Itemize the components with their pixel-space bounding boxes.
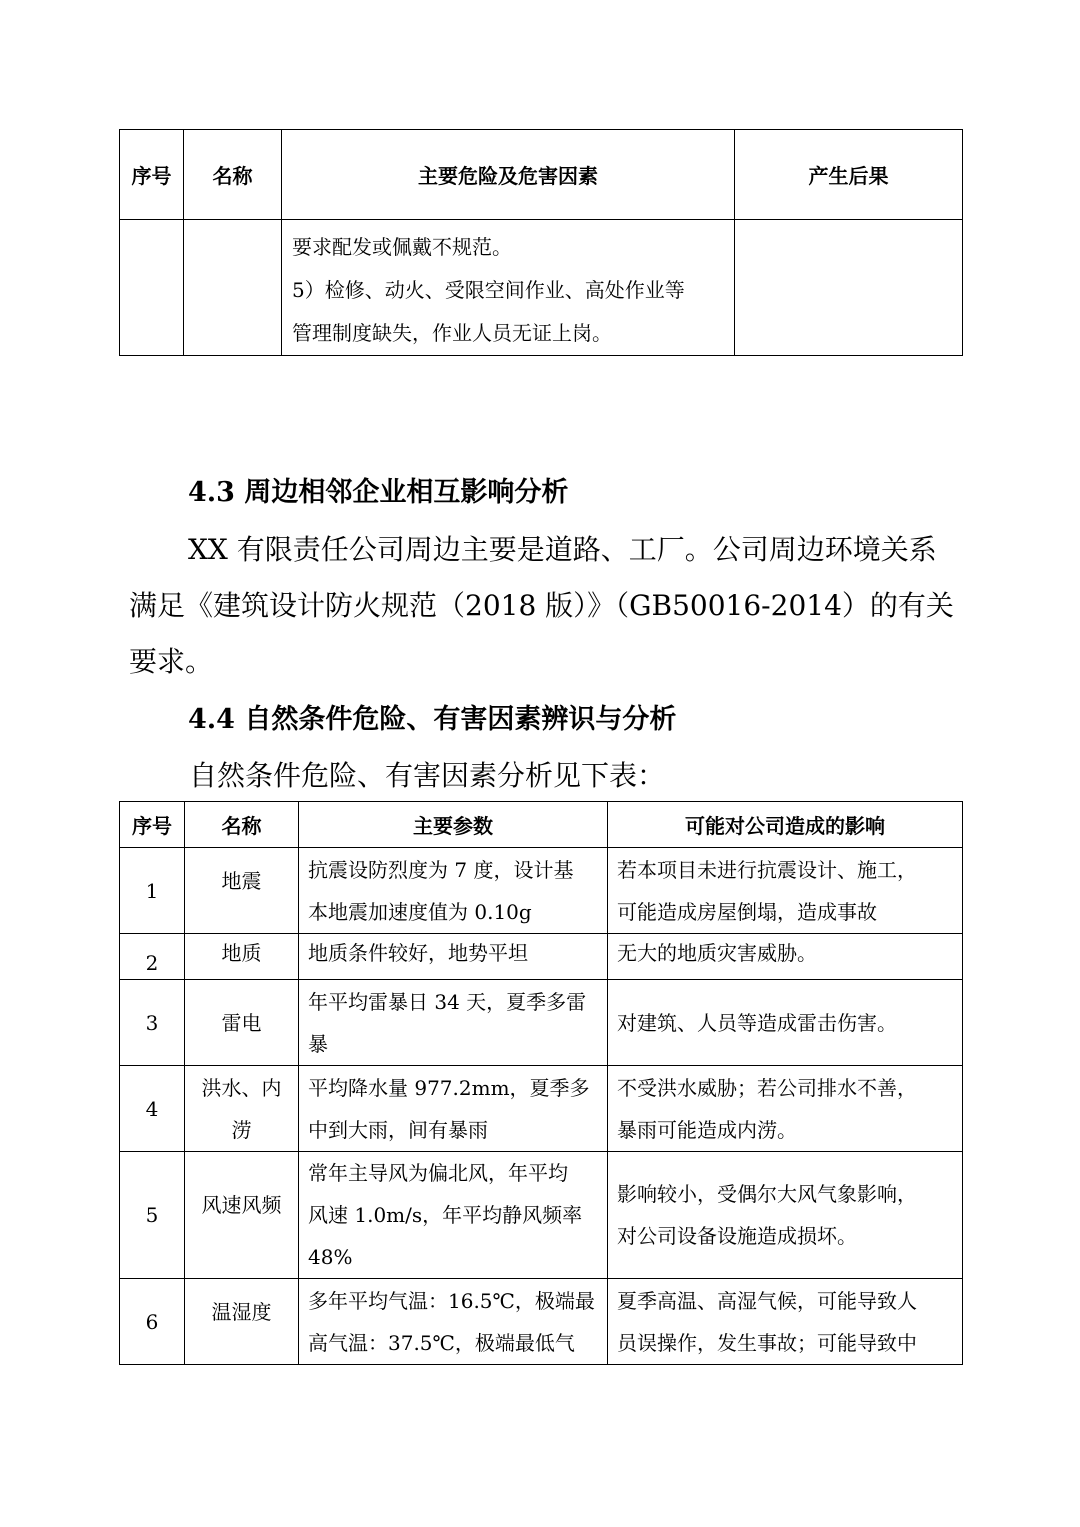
row-number-text: 2 <box>145 950 159 975</box>
row-name-text: 温湿度 <box>211 1299 272 1324</box>
section-heading-4-3: 4.3 周边相邻企业相互影响分析 <box>188 477 569 508</box>
param-line: 平均降水量 977.2mm，夏季多 <box>308 1075 590 1100</box>
param-line: 本地震加速度值为 0.10g <box>308 899 532 924</box>
table-intro-text: 自然条件危险、有害因素分析见下表： <box>189 759 666 792</box>
hazard-table-header-row <box>120 130 963 220</box>
effect-line: 对公司设备设施造成损坏。 <box>617 1224 857 1248</box>
hazard-header-consequence: 产生后果 <box>735 130 963 220</box>
param-line: 风速 1.0m/s，年平均静风频率 <box>308 1203 583 1227</box>
row-name <box>185 980 299 1066</box>
row-number: 5 <box>120 1152 185 1279</box>
row-effects <box>608 980 963 1066</box>
row-params <box>299 1152 608 1279</box>
effect-line: 影响较小，受偶尔大风气象影响， <box>617 1182 917 1206</box>
table-row <box>120 1152 963 1279</box>
table-row <box>120 220 963 356</box>
hazard-cell-consequence <box>735 220 963 356</box>
hazard-header-num: 序号 <box>120 130 184 220</box>
effect-line: 可能造成房屋倒塌，造成事故 <box>617 899 877 924</box>
row-name-text: 洪水、内 <box>201 1075 282 1100</box>
effect-line: 无大的地质灾害威胁。 <box>617 940 817 965</box>
hazard-cell-num <box>120 220 184 356</box>
nature-header-name: 名称 <box>185 802 299 848</box>
param-line: 常年主导风为偏北风，年平均 <box>308 1161 568 1185</box>
param-line: 地质条件较好，地势平坦 <box>308 940 528 965</box>
nature-header-effects: 可能对公司造成的影响 <box>608 802 963 848</box>
row-params <box>299 848 608 934</box>
param-line: 多年平均气温：16.5℃，极端最 <box>308 1288 595 1313</box>
table-row <box>120 1279 963 1365</box>
hazard-line: 管理制度缺失，作业人员无证上岗。 <box>292 321 612 345</box>
row-effects <box>608 1279 963 1365</box>
effect-line: 不受洪水威胁；若公司排水不善， <box>617 1075 917 1100</box>
table-row <box>120 980 963 1066</box>
row-name <box>185 934 299 980</box>
hazard-table <box>119 129 963 356</box>
table-row <box>120 848 963 934</box>
param-line: 中到大雨，间有暴雨 <box>308 1117 488 1142</box>
row-name-text: 雷电 <box>221 1010 262 1035</box>
nature-header-params: 主要参数 <box>299 802 608 848</box>
param-line: 年平均雷暴日 34 天，夏季多雷 <box>308 989 587 1014</box>
row-effects <box>608 1152 963 1279</box>
paragraph-line: 要求。 <box>129 645 214 678</box>
row-name <box>185 848 299 934</box>
param-line: 抗震设防烈度为 7 度，设计基 <box>308 857 574 882</box>
row-effects <box>608 934 963 980</box>
effect-line: 对建筑、人员等造成雷击伤害。 <box>617 1010 897 1035</box>
row-effects <box>608 1066 963 1152</box>
row-params <box>299 1279 608 1365</box>
effect-line: 夏季高温、高湿气候，可能导致人 <box>617 1288 917 1313</box>
row-name-text: 地质 <box>221 940 262 965</box>
row-params <box>299 1066 608 1152</box>
table-row <box>120 1066 963 1152</box>
row-name-text: 地震 <box>221 868 262 893</box>
effect-line: 暴雨可能造成内涝。 <box>617 1117 797 1142</box>
row-name <box>185 1279 299 1365</box>
row-params <box>299 934 608 980</box>
effect-line: 员误操作，发生事故；可能导致中 <box>617 1330 917 1355</box>
nature-header-num: 序号 <box>120 802 185 848</box>
row-effects <box>608 848 963 934</box>
row-number: 6 <box>120 1279 185 1365</box>
hazard-header-name: 名称 <box>184 130 282 220</box>
hazard-line: 5）检修、动火、受限空间作业、高处作业等 <box>292 278 685 302</box>
param-line: 暴 <box>308 1031 328 1056</box>
row-name-text: 风速风频 <box>201 1193 282 1217</box>
hazard-cell-name <box>184 220 282 356</box>
effect-line: 若本项目未进行抗震设计、施工， <box>617 857 917 882</box>
row-number: 3 <box>120 980 185 1066</box>
natural-conditions-table <box>119 801 963 1365</box>
section-heading-4-4: 4.4 自然条件危险、有害因素辨识与分析 <box>188 704 677 735</box>
row-name-text: 涝 <box>231 1117 252 1142</box>
row-name <box>185 1066 299 1152</box>
table-row <box>120 934 963 980</box>
hazard-line: 要求配发或佩戴不规范。 <box>292 235 512 259</box>
paragraph-line: XX 有限责任公司周边主要是道路、工厂。公司周边环境关系 <box>188 533 937 566</box>
row-params <box>299 980 608 1066</box>
param-line: 48% <box>308 1245 353 1269</box>
nature-table-header-row <box>120 802 963 848</box>
hazard-header-hazards: 主要危险及危害因素 <box>282 130 735 220</box>
hazard-cell-hazards <box>282 220 735 356</box>
paragraph-line: 满足《建筑设计防火规范（2018 版）》（GB50016-2014）的有关 <box>129 589 954 622</box>
row-number <box>120 934 185 980</box>
row-number: 1 <box>120 848 185 934</box>
row-name <box>185 1152 299 1279</box>
row-number: 4 <box>120 1066 185 1152</box>
param-line: 高气温：37.5℃，极端最低气 <box>308 1330 575 1355</box>
